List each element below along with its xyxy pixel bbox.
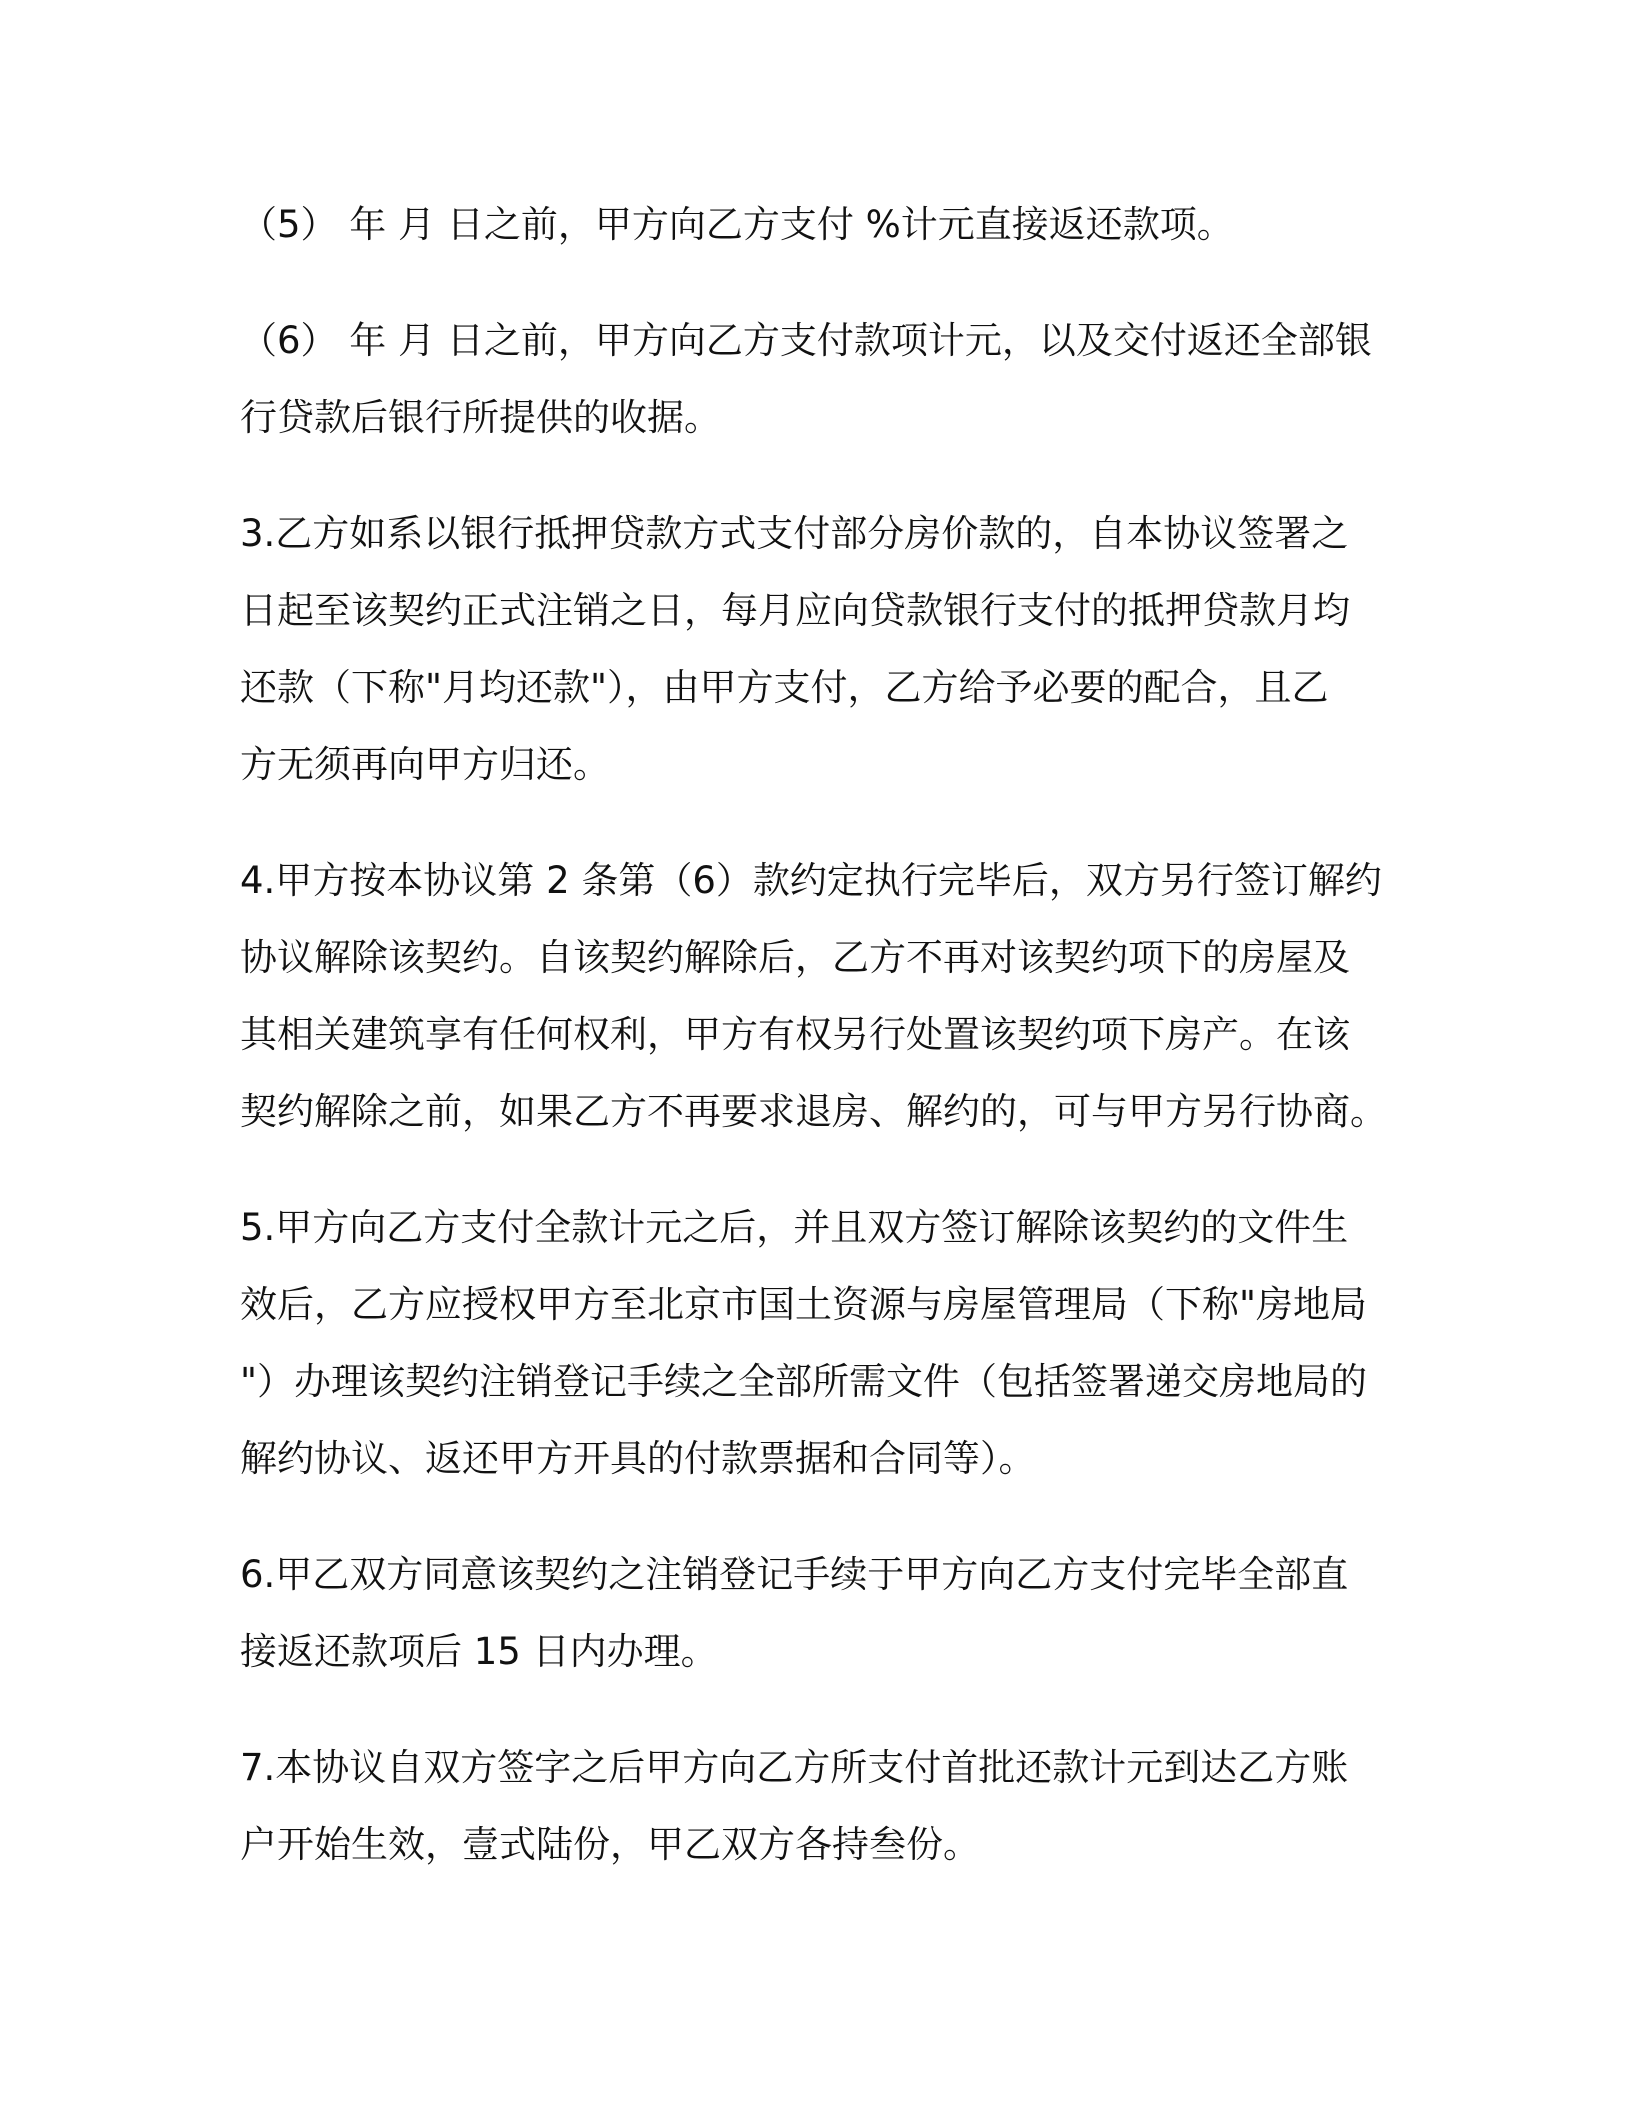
text-line: 日起至该契约正式注销之日，每月应向贷款银行支付的抵押贷款月均: [240, 589, 1350, 632]
text-line: 3.乙方如系以银行抵押贷款方式支付部分房价款的，自本协议签署之: [240, 512, 1349, 555]
clause-7: [240, 1729, 1390, 1883]
clause-3: [240, 495, 1390, 803]
text-line: 户开始生效，壹式陆份，甲乙双方各持叁份。: [240, 1823, 980, 1866]
text-line: 方无须再向甲方归还。: [240, 743, 610, 786]
text-line: 其相关建筑享有任何权利，甲方有权另行处置该契约项下房产。在该: [240, 1013, 1350, 1056]
text-line: 效后，乙方应授权甲方至北京市国土资源与房屋管理局（下称"房地局: [240, 1283, 1368, 1326]
clause-5: [240, 1189, 1390, 1497]
text-line: 5.甲方向乙方支付全款计元之后，并且双方签订解除该契约的文件生: [240, 1206, 1349, 1249]
clause-6: [240, 1536, 1390, 1690]
text-line: 7.本协议自双方签字之后甲方向乙方所支付首批还款计元到达乙方账: [240, 1746, 1349, 1789]
text-line: 还款（下称"月均还款"），由甲方支付，乙方给予必要的配合，且乙: [240, 666, 1329, 709]
text-line: （6） 年 月 日之前，甲方向乙方支付款项计元，以及交付返还全部银: [240, 319, 1372, 362]
document-body: [240, 186, 1390, 1922]
text-line: （5） 年 月 日之前，甲方向乙方支付 %计元直接返还款项。: [240, 203, 1234, 246]
text-line: 契约解除之前，如果乙方不再要求退房、解约的，可与甲方另行协商。: [240, 1090, 1387, 1133]
text-line: 6.甲乙双方同意该契约之注销登记手续于甲方向乙方支付完毕全部直: [240, 1553, 1349, 1596]
text-line: 行贷款后银行所提供的收据。: [240, 396, 721, 439]
text-line: 4.甲方按本协议第 2 条第（6）款约定执行完毕后，双方另行签订解约: [240, 859, 1382, 902]
clause-2-5: [240, 186, 1390, 263]
text-line: 接返还款项后 15 日内办理。: [240, 1630, 718, 1673]
text-line: 协议解除该契约。自该契约解除后，乙方不再对该契约项下的房屋及: [240, 936, 1350, 979]
text-line: 解约协议、返还甲方开具的付款票据和合同等）。: [240, 1437, 1036, 1480]
clause-2-6: [240, 302, 1390, 456]
text-line: "）办理该契约注销登记手续之全部所需文件（包括签署递交房地局的: [240, 1360, 1368, 1403]
clause-4: [240, 842, 1390, 1150]
